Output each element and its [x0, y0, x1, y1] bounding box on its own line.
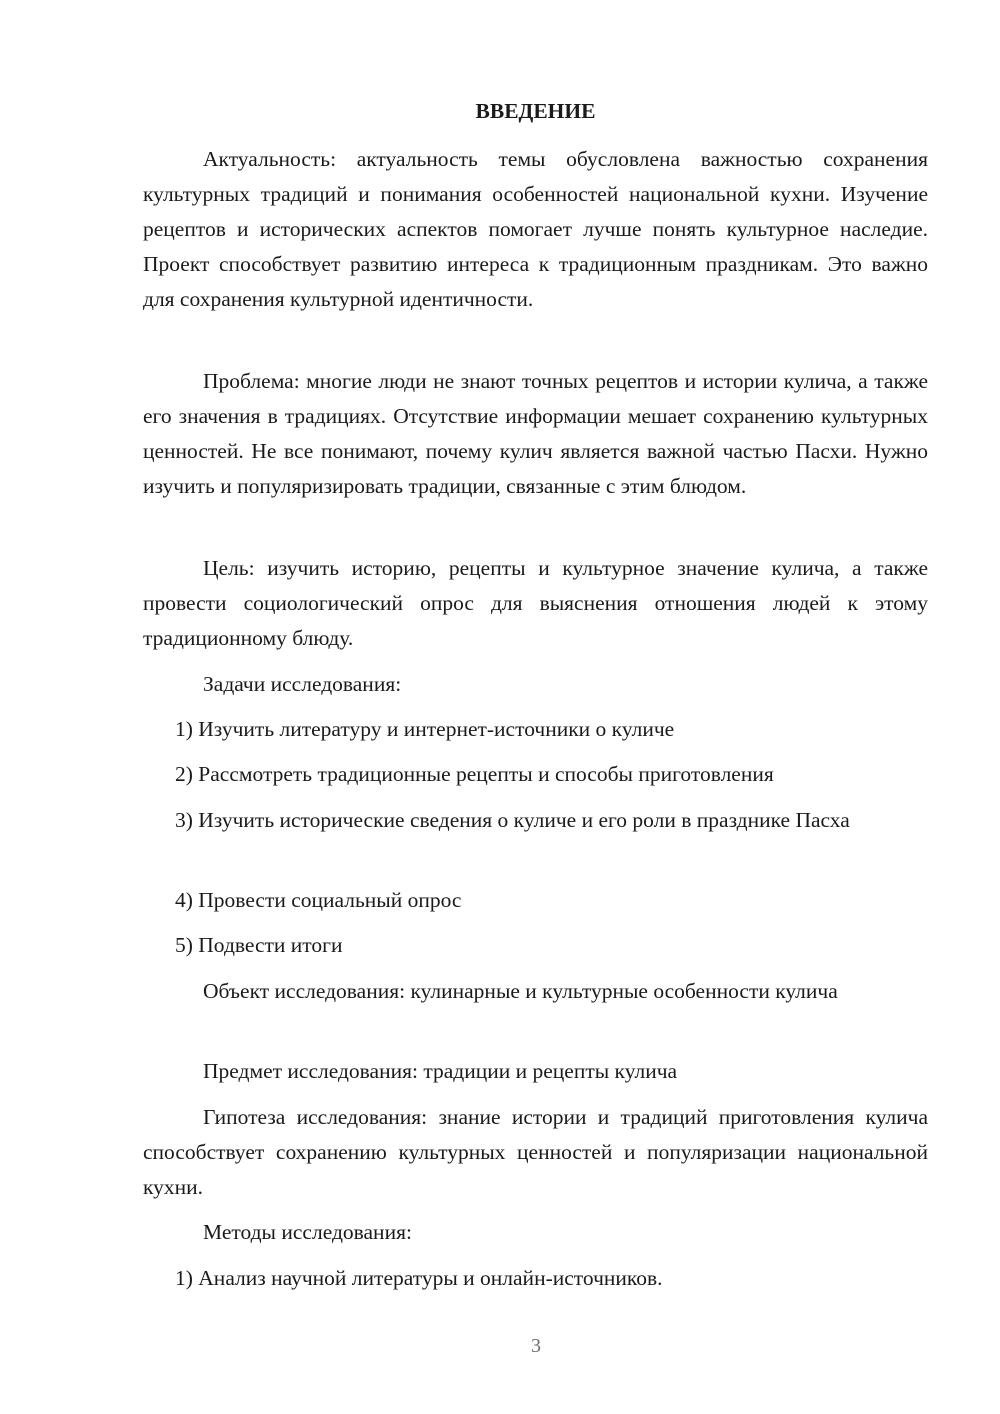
task-item: 4) Провести социальный опрос: [175, 888, 462, 912]
paragraph-hypothesis: Гипотеза исследования: знание истории и традиций приготовления кулича способствует сохранению культурных ценностей и популяризации национальной кухни.: [143, 1105, 928, 1199]
page-number: 3: [531, 1335, 541, 1357]
task-item: 1) Изучить литературу и интернет-источники о куличе: [175, 717, 675, 741]
method-item: 1) Анализ научной литературы и онлайн-источников.: [175, 1266, 663, 1290]
task-item: 2) Рассмотреть традиционные рецепты и способы приготовления: [175, 762, 774, 786]
methods-heading: Методы исследования:: [203, 1220, 412, 1244]
task-item: 3) Изучить исторические сведения о куличе и его роли в празднике Пасха: [175, 808, 850, 832]
paragraph-problem: Проблема: многие люди не знают точных рецептов и истории кулича, а также его значения в традициях. Отсутствие информации мешает сохранению культурных ценностей. Не все понимают, почему кулич является важной частью Пасхи. Нужно изучить и популяризировать традиции, связанные с этим блюдом.: [143, 369, 928, 498]
tasks-heading: Задачи исследования:: [203, 672, 402, 696]
paragraph-subject: Предмет исследования: традиции и рецепты кулича: [203, 1059, 678, 1083]
paragraph-goal: Цель: изучить историю, рецепты и культурное значение кулича, а также провести социологический опрос для выяснения отношения людей к этому традиционному блюду.: [143, 556, 928, 650]
task-item: 5) Подвести итоги: [175, 933, 343, 957]
paragraph-object: Объект исследования: кулинарные и культурные особенности кулича: [203, 979, 838, 1003]
paragraph-relevance: Актуальность: актуальность темы обусловлена важностью сохранения культурных традиций и понимания особенностей национальной кухни. Изучение рецептов и исторических аспектов помогает лучше понять культурное наследие. Проект способствует развитию интереса к традиционным праздникам. Это важно для сохранения культурной идентичности.: [143, 147, 928, 311]
page-title: ВВЕДЕНИЕ: [475, 99, 596, 123]
